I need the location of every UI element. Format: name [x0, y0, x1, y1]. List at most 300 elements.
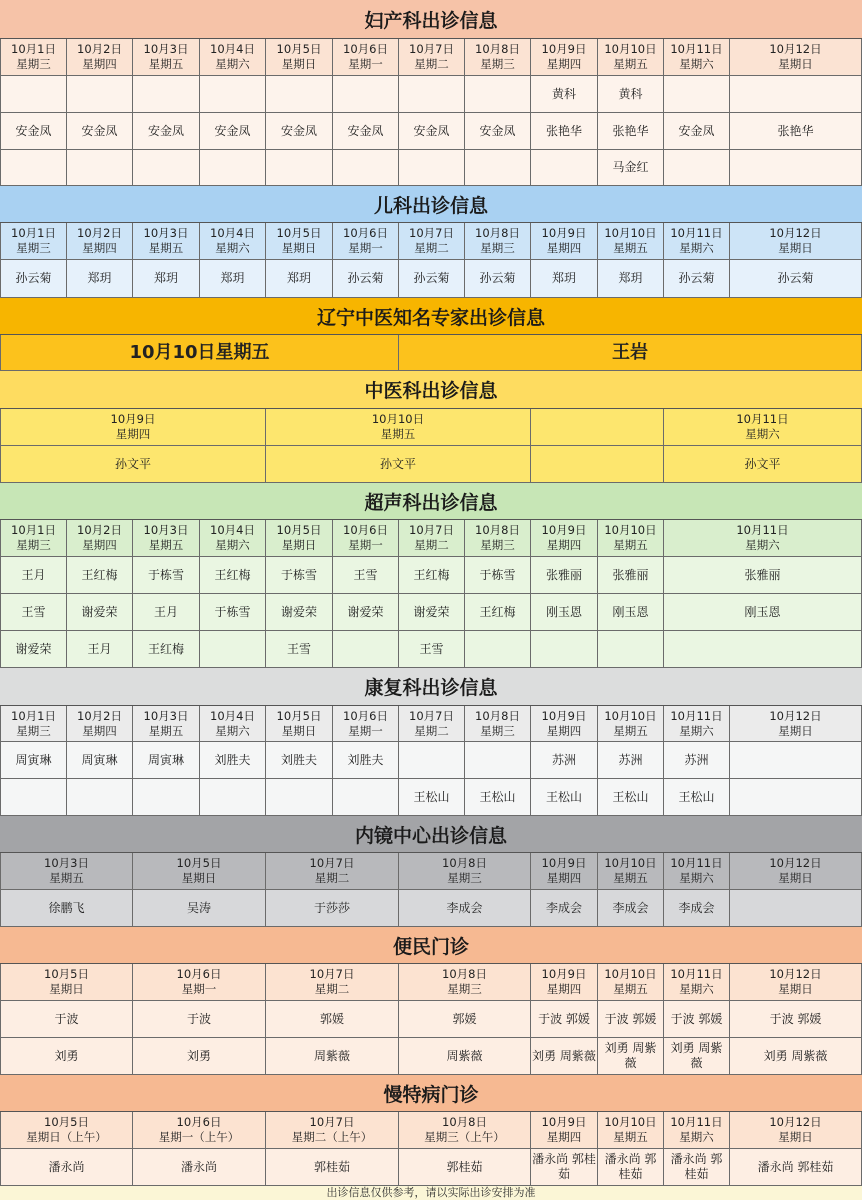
- doctor-cell: [664, 150, 730, 186]
- date-header: [598, 964, 664, 1001]
- doctor-cell: 刚玉恩: [598, 594, 664, 631]
- date-label: 10月2日: [77, 523, 122, 537]
- date-header: [664, 706, 730, 742]
- weekday-label: 星期五: [148, 538, 184, 552]
- weekday-label: 星期六: [215, 723, 250, 738]
- date-label: 10月10日: [604, 708, 657, 723]
- doctor-cell: [200, 76, 266, 113]
- doctor-cell: 王红梅: [200, 557, 266, 594]
- date-header: [730, 39, 862, 76]
- date-label: 10月12日: [769, 42, 822, 56]
- date-label: 10月4日: [210, 226, 255, 240]
- weekday-label: 星期五: [613, 982, 648, 996]
- weekday-label: 星期四: [546, 871, 582, 885]
- doctor-cell: [730, 150, 862, 186]
- date-label: 10月3日: [44, 856, 89, 870]
- weekday-label: 星期六: [679, 241, 714, 255]
- date-header: [598, 853, 664, 890]
- doctor-cell: 安金凤: [200, 113, 266, 150]
- weekday-label: 星期三: [480, 241, 515, 255]
- weekday-label: 星期日: [778, 871, 813, 885]
- date-header: [399, 706, 465, 742]
- date-header: [399, 39, 465, 76]
- date-header: [266, 39, 333, 76]
- date-label: 10月12日: [769, 708, 822, 723]
- doctor-cell: 王雪: [266, 631, 333, 668]
- date-label: 10月6日: [343, 708, 388, 723]
- convenience-title: 便民门诊: [0, 927, 862, 964]
- doctor-cell: 王雪: [0, 594, 67, 631]
- date-label: 10月10日: [604, 856, 657, 870]
- date-label: 10月6日: [343, 42, 388, 56]
- doctor-cell: 刚玉恩: [531, 594, 598, 631]
- doctor-cell: 张雅丽: [598, 557, 664, 594]
- date-label: 10月3日: [143, 42, 189, 56]
- weekday-label: 星期三: [447, 871, 482, 885]
- date-label: 10月9日: [541, 856, 587, 870]
- date-header: [0, 853, 133, 890]
- date-label: 10月12日: [769, 1115, 822, 1129]
- doctor-cell: 刘勇 周紫薇: [531, 1038, 598, 1075]
- date-header: [531, 409, 664, 446]
- doctor-cell: 周紫薇: [399, 1038, 531, 1075]
- weekday-label: 星期五: [148, 723, 184, 738]
- doctor-cell: [200, 779, 266, 816]
- weekday-label: 星期三（上午）: [424, 1130, 505, 1144]
- date-label: 10月8日: [475, 42, 520, 56]
- doctor-cell: [399, 742, 465, 779]
- date-label: 10月5日: [276, 708, 322, 723]
- date-header: [0, 706, 67, 742]
- weekday-label: 星期六: [679, 1130, 714, 1144]
- date-label: 10月9日: [541, 967, 587, 981]
- weekday-label: 星期日: [281, 538, 317, 552]
- doctor-cell: 王月: [133, 594, 200, 631]
- weekday-label: 星期日: [778, 241, 813, 255]
- date-header: [399, 853, 531, 890]
- date-label: 10月11日: [670, 42, 723, 56]
- weekday-label: 星期一: [348, 57, 383, 71]
- doctor-cell: [333, 779, 399, 816]
- date-header: [664, 853, 730, 890]
- date-label: 10月5日: [44, 967, 89, 981]
- date-label: 10月5日: [276, 226, 322, 240]
- doctor-cell: 周寅琳: [133, 742, 200, 779]
- weekday-label: 星期五: [613, 1130, 648, 1144]
- date-header: [399, 223, 465, 260]
- date-header: [465, 706, 531, 742]
- doctor-cell: 张雅丽: [664, 557, 862, 594]
- weekday-label: 星期四: [546, 538, 582, 552]
- weekday-label: 星期六: [679, 57, 714, 71]
- date-label: 10月10日: [371, 412, 425, 426]
- date-header: [531, 1112, 598, 1149]
- doctor-cell: [531, 446, 664, 483]
- doctor-cell: 黄科: [531, 76, 598, 113]
- date-label: 10月5日: [276, 42, 322, 56]
- date-label: 10月1日: [11, 42, 56, 56]
- date-label: 10月8日: [442, 1115, 487, 1129]
- doctor-cell: 郭桂茹: [266, 1149, 399, 1186]
- date-header: [133, 520, 200, 557]
- weekday-label: 星期四: [115, 427, 151, 441]
- weekday-label: 星期五: [613, 241, 648, 255]
- date-label: 10月7日: [309, 856, 355, 870]
- weekday-label: 星期三: [480, 723, 515, 738]
- date-header: [0, 520, 67, 557]
- doctor-cell: 安金凤: [0, 113, 67, 150]
- weekday-label: 星期四: [546, 1130, 582, 1144]
- date-header: [266, 964, 399, 1001]
- date-label: 10月11日: [736, 523, 789, 537]
- date-header: [200, 706, 266, 742]
- weekday-label: 星期六: [215, 57, 250, 71]
- doctor-cell: 安金凤: [333, 113, 399, 150]
- date-header: [531, 964, 598, 1001]
- doctor-cell: 孙云菊: [730, 260, 862, 298]
- doctor-cell: 孙云菊: [465, 260, 531, 298]
- doctor-cell: 安金凤: [664, 113, 730, 150]
- date-label: 10月8日: [475, 523, 520, 537]
- weekday-label: 星期一（上午）: [158, 1130, 240, 1144]
- weekday-label: 星期四: [546, 723, 582, 738]
- date-label: 10月7日: [309, 1115, 355, 1129]
- date-header: [266, 520, 333, 557]
- date-label: 10月11日: [736, 412, 789, 426]
- weekday-label: 星期三: [480, 57, 515, 71]
- weekday-label: 星期日: [778, 57, 813, 71]
- date-label: 10月8日: [442, 967, 487, 981]
- doctor-cell: [333, 631, 399, 668]
- date-label: 10月4日: [210, 42, 255, 56]
- doctor-cell: 黄科: [598, 76, 664, 113]
- weekday-label: 星期二: [414, 57, 449, 71]
- doctor-cell: [465, 631, 531, 668]
- doctor-cell: 王红梅: [133, 631, 200, 668]
- weekday-label: 星期一: [348, 538, 383, 552]
- date-label: 10月10日: [604, 523, 657, 537]
- ultrasound-title: 超声科出诊信息: [0, 483, 862, 520]
- weekday-label: 星期六: [215, 241, 250, 255]
- weekday-label: 星期二: [314, 982, 350, 996]
- doctor-cell: 周寅琳: [67, 742, 133, 779]
- weekday-label: 星期六: [745, 427, 780, 441]
- date-header: [465, 223, 531, 260]
- obgyn-title: 妇产科出诊信息: [0, 0, 862, 39]
- date-header: [133, 1112, 266, 1149]
- weekday-label: 星期三: [16, 538, 51, 552]
- date-header: [67, 223, 133, 260]
- date-label: 10月2日: [77, 42, 122, 56]
- doctor-cell: 刚玉恩: [664, 594, 862, 631]
- date-label: 10月6日: [176, 967, 222, 981]
- date-header: [664, 223, 730, 260]
- doctor-cell: 于波: [0, 1001, 133, 1038]
- date-header: [333, 223, 399, 260]
- doctor-cell: 于栋雪: [266, 557, 333, 594]
- weekday-label: 星期一: [181, 982, 217, 996]
- date-header: [266, 223, 333, 260]
- weekday-label: 星期日: [778, 723, 813, 738]
- date-label: 10月12日: [769, 856, 822, 870]
- date-label: 10月11日: [670, 967, 723, 981]
- doctor-cell: 张艳华: [730, 113, 862, 150]
- date-header: [664, 409, 862, 446]
- date-header: [266, 409, 531, 446]
- doctor-cell: 潘永尚: [0, 1149, 133, 1186]
- weekday-label: 星期三: [16, 241, 51, 255]
- date-label: 10月9日: [541, 708, 587, 723]
- doctor-cell: 李成会: [598, 890, 664, 927]
- doctor-cell: 李成会: [399, 890, 531, 927]
- doctor-cell: 于波 郭媛: [598, 1001, 664, 1038]
- doctor-cell: 王松山: [664, 779, 730, 816]
- doctor-cell: [531, 150, 598, 186]
- doctor-cell: [664, 76, 730, 113]
- date-header: [133, 39, 200, 76]
- date-header: [664, 39, 730, 76]
- doctor-cell: 孙云菊: [664, 260, 730, 298]
- date-header: [333, 39, 399, 76]
- date-header: [67, 520, 133, 557]
- doctor-cell: 郑玥: [598, 260, 664, 298]
- doctor-cell: 于波: [133, 1001, 266, 1038]
- doctor-cell: [67, 76, 133, 113]
- rehab-title: 康复科出诊信息: [0, 668, 862, 706]
- doctor-cell: 谢爱荣: [67, 594, 133, 631]
- date-label: 10月11日: [670, 1115, 723, 1129]
- doctor-cell: 吴涛: [133, 890, 266, 927]
- doctor-cell: 刘勇: [0, 1038, 133, 1075]
- doctor-cell: 王松山: [531, 779, 598, 816]
- doctor-cell: 孙文平: [664, 446, 862, 483]
- doctor-cell: 郑玥: [200, 260, 266, 298]
- doctor-cell: 张艳华: [598, 113, 664, 150]
- weekday-label: 星期五: [148, 57, 184, 71]
- date-label: 10月6日: [176, 1115, 222, 1129]
- doctor-cell: [333, 150, 399, 186]
- weekday-label: 星期日: [778, 982, 813, 996]
- date-header: [200, 223, 266, 260]
- date-header: [531, 706, 598, 742]
- weekday-label: 星期四: [546, 982, 582, 996]
- doctor-cell: 于栋雪: [200, 594, 266, 631]
- weekday-label: 星期二: [314, 871, 350, 885]
- weekday-label: 星期四: [82, 538, 117, 552]
- doctor-cell: 安金凤: [399, 113, 465, 150]
- doctor-cell: 郭桂茹: [399, 1149, 531, 1186]
- expert-doctor: 王岩: [399, 335, 862, 371]
- doctor-cell: 王松山: [465, 779, 531, 816]
- date-label: 10月7日: [409, 226, 454, 240]
- date-label: 10月3日: [143, 226, 189, 240]
- date-header: [333, 520, 399, 557]
- weekday-label: 星期五: [49, 871, 84, 885]
- doctor-cell: [67, 150, 133, 186]
- doctor-cell: 孙云菊: [333, 260, 399, 298]
- doctor-cell: 谢爱荣: [0, 631, 67, 668]
- weekday-label: 星期二: [414, 723, 449, 738]
- doctor-cell: [266, 779, 333, 816]
- date-header: [730, 853, 862, 890]
- doctor-cell: 张雅丽: [531, 557, 598, 594]
- doctor-cell: 王雪: [333, 557, 399, 594]
- date-label: 10月8日: [475, 226, 520, 240]
- doctor-cell: 于栋雪: [465, 557, 531, 594]
- date-header: [266, 853, 399, 890]
- date-label: 10月1日: [11, 523, 56, 537]
- weekday-label: 星期六: [679, 871, 714, 885]
- weekday-label: 星期二: [414, 538, 449, 552]
- date-label: 10月9日: [541, 42, 587, 56]
- doctor-cell: [465, 742, 531, 779]
- doctor-cell: [399, 76, 465, 113]
- weekday-label: 星期日: [281, 723, 317, 738]
- doctor-cell: 潘永尚: [133, 1149, 266, 1186]
- date-header: [266, 1112, 399, 1149]
- weekday-label: 星期三: [16, 723, 51, 738]
- weekday-label: 星期三: [447, 982, 482, 996]
- date-header: [200, 520, 266, 557]
- doctor-cell: [0, 150, 67, 186]
- weekday-label: 星期六: [745, 538, 780, 552]
- doctor-cell: 郑玥: [133, 260, 200, 298]
- doctor-cell: 刘勇: [133, 1038, 266, 1075]
- weekday-label: 星期四: [546, 241, 582, 255]
- date-header: [531, 520, 598, 557]
- date-label: 10月10日: [604, 42, 657, 56]
- doctor-cell: [730, 779, 862, 816]
- date-label: 10月6日: [343, 523, 388, 537]
- doctor-cell: 马金红: [598, 150, 664, 186]
- doctor-cell: 苏洲: [531, 742, 598, 779]
- date-header: [598, 39, 664, 76]
- doctor-cell: [0, 76, 67, 113]
- weekday-label: 星期三: [480, 538, 515, 552]
- doctor-cell: 郑玥: [531, 260, 598, 298]
- doctor-cell: 刘勇 周紫薇: [730, 1038, 862, 1075]
- doctor-cell: 郭媛: [266, 1001, 399, 1038]
- doctor-cell: 谢爱荣: [399, 594, 465, 631]
- endoscopy-title: 内镜中心出诊信息: [0, 816, 862, 853]
- date-label: 10月12日: [769, 967, 822, 981]
- date-label: 10月1日: [11, 708, 56, 723]
- date-header: [531, 39, 598, 76]
- expert-date: 10月10日星期五: [0, 335, 399, 371]
- doctor-cell: 孙文平: [0, 446, 266, 483]
- doctor-cell: 王红梅: [465, 594, 531, 631]
- doctor-cell: [0, 779, 67, 816]
- date-label: 10月2日: [77, 226, 122, 240]
- weekday-label: 星期日: [49, 982, 84, 996]
- weekday-label: 星期日: [281, 57, 317, 71]
- date-header: [399, 964, 531, 1001]
- doctor-cell: 谢爱荣: [266, 594, 333, 631]
- doctor-cell: 刘勇 周紫薇: [664, 1038, 730, 1075]
- date-label: 10月5日: [176, 856, 222, 870]
- date-header: [133, 853, 266, 890]
- doctor-cell: 王松山: [598, 779, 664, 816]
- doctor-cell: 潘永尚 郭桂茹: [531, 1149, 598, 1186]
- date-header: [333, 706, 399, 742]
- date-header: [664, 964, 730, 1001]
- doctor-cell: 王雪: [399, 631, 465, 668]
- doctor-cell: 于波 郭媛: [664, 1001, 730, 1038]
- date-label: 10月11日: [670, 856, 723, 870]
- date-header: [133, 706, 200, 742]
- doctor-cell: [200, 150, 266, 186]
- weekday-label: 星期日: [181, 871, 217, 885]
- doctor-cell: 周寅琳: [0, 742, 67, 779]
- doctor-cell: 王松山: [399, 779, 465, 816]
- date-header: [399, 520, 465, 557]
- weekday-label: 星期六: [215, 538, 250, 552]
- doctor-cell: 于栋雪: [133, 557, 200, 594]
- date-header: [598, 520, 664, 557]
- date-label: 10月7日: [409, 708, 454, 723]
- date-label: 10月9日: [110, 412, 156, 426]
- doctor-cell: 刘勇 周紫薇: [598, 1038, 664, 1075]
- doctor-cell: [465, 76, 531, 113]
- doctor-cell: 于波 郭媛: [531, 1001, 598, 1038]
- doctor-cell: [67, 779, 133, 816]
- date-header: [133, 223, 200, 260]
- weekday-label: 星期五: [380, 427, 416, 441]
- weekday-label: 星期一: [348, 723, 383, 738]
- doctor-cell: 王月: [67, 631, 133, 668]
- doctor-cell: 刘胜夫: [333, 742, 399, 779]
- doctor-cell: [333, 76, 399, 113]
- doctor-cell: 刘胜夫: [266, 742, 333, 779]
- doctor-cell: 苏洲: [664, 742, 730, 779]
- doctor-cell: [531, 631, 598, 668]
- date-header: [67, 706, 133, 742]
- date-label: 10月4日: [210, 523, 255, 537]
- doctor-cell: 潘永尚 郭桂茹: [598, 1149, 664, 1186]
- weekday-label: 星期六: [679, 982, 714, 996]
- chronic-title: 慢特病门诊: [0, 1075, 862, 1112]
- doctor-cell: 郭媛: [399, 1001, 531, 1038]
- date-header: [598, 706, 664, 742]
- doctor-cell: [133, 150, 200, 186]
- doctor-cell: 安金凤: [266, 113, 333, 150]
- doctor-cell: [730, 76, 862, 113]
- date-header: [266, 706, 333, 742]
- date-label: 10月7日: [409, 523, 454, 537]
- weekday-label: 星期五: [613, 57, 648, 71]
- weekday-label: 星期五: [613, 723, 648, 738]
- date-header: [598, 1112, 664, 1149]
- weekday-label: 星期五: [613, 871, 648, 885]
- date-label: 10月2日: [77, 708, 122, 723]
- date-header: [465, 39, 531, 76]
- date-header: [0, 409, 266, 446]
- date-label: 10月7日: [409, 42, 454, 56]
- doctor-cell: 于莎莎: [266, 890, 399, 927]
- weekday-label: 星期四: [82, 723, 117, 738]
- doctor-cell: [465, 150, 531, 186]
- date-header: [0, 964, 133, 1001]
- doctor-cell: 安金凤: [465, 113, 531, 150]
- date-header: [0, 223, 67, 260]
- doctor-cell: 孙文平: [266, 446, 531, 483]
- date-label: 10月11日: [670, 226, 723, 240]
- date-label: 10月12日: [769, 226, 822, 240]
- weekday-label: 星期二（上午）: [291, 1130, 373, 1144]
- date-header: [465, 520, 531, 557]
- weekday-label: 星期四: [82, 241, 117, 255]
- doctor-cell: 王红梅: [399, 557, 465, 594]
